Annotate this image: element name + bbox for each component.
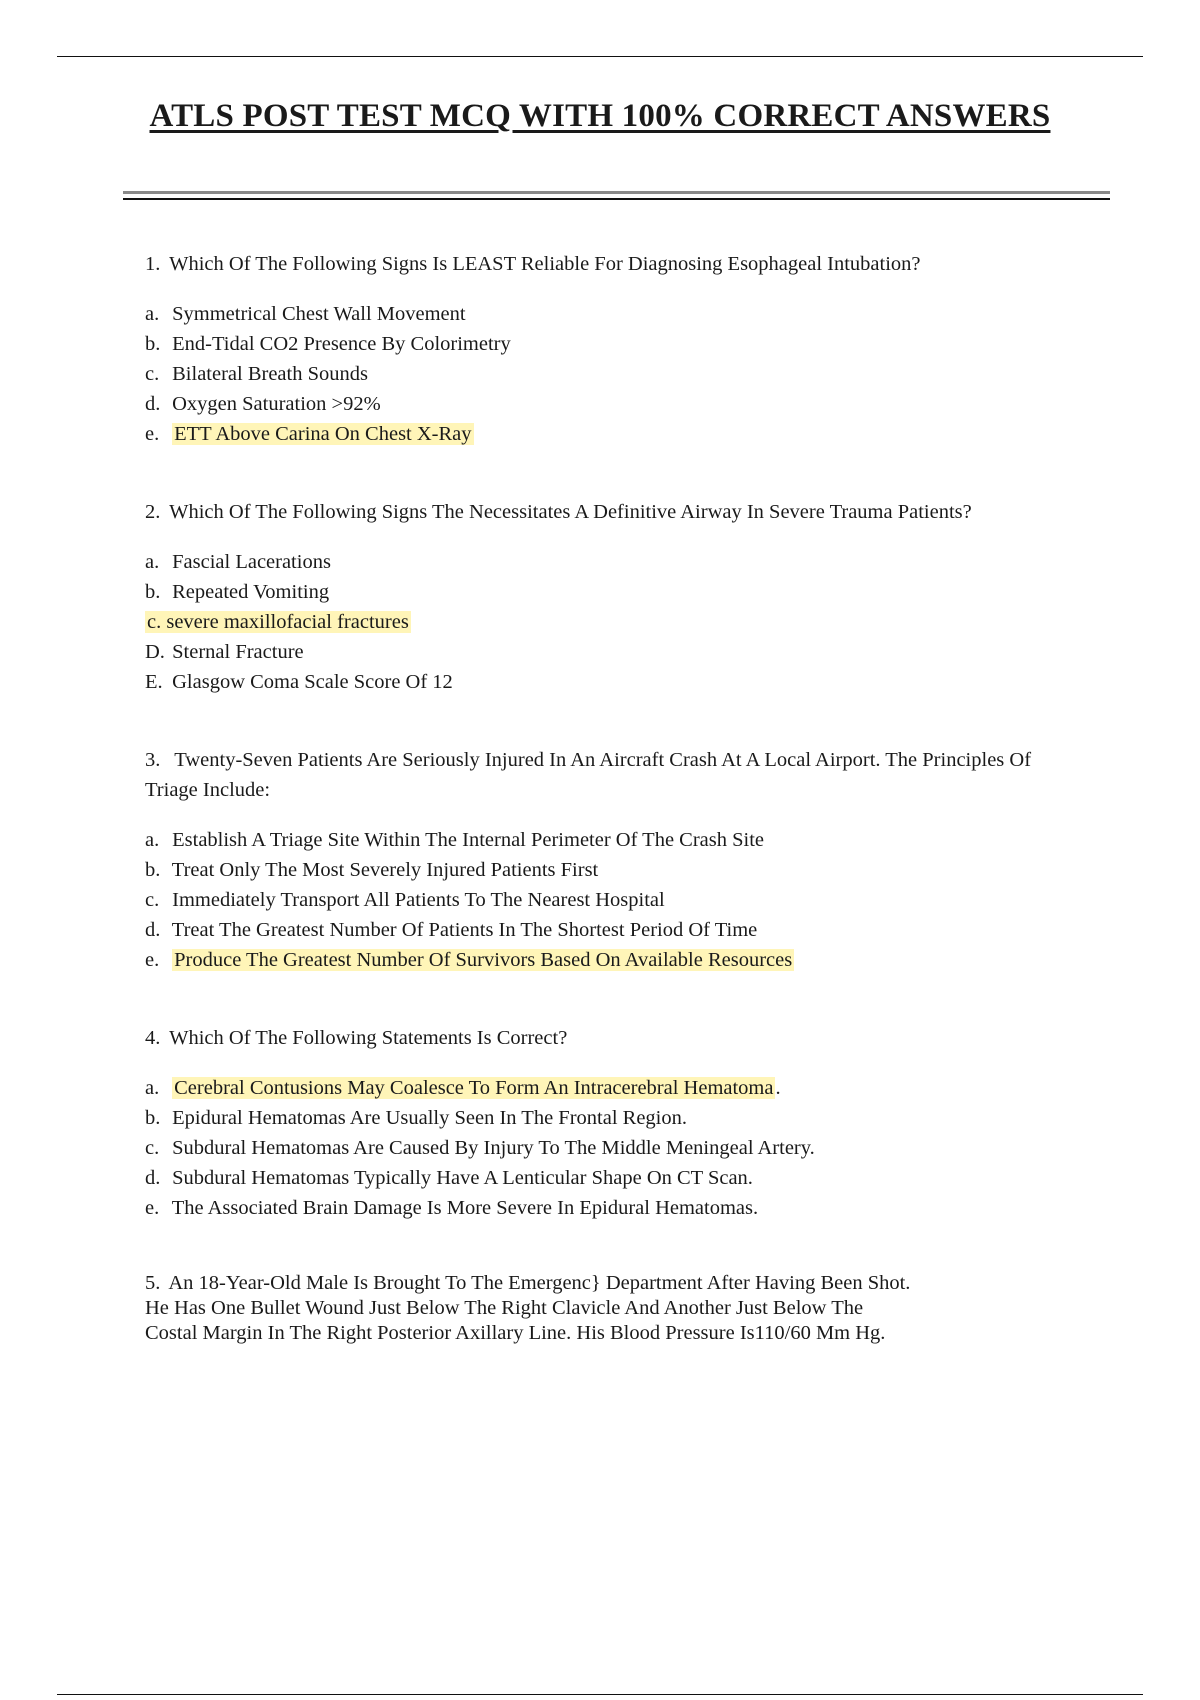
question-2 [145,497,1065,697]
option-text: Treat Only The Most Severely Injured Patients First [171,859,599,881]
title-divider [123,191,1110,200]
question-text: Twenty-Seven Patients Are Seriously Injured In An Aircraft Crash At A Local Airport. The Principles Of Triage Include: [145,749,1032,801]
option-b [145,855,1065,885]
highlighted-answer: ETT Above Carina On Chest X-Ray [174,423,472,445]
option-text: Epidural Hematomas Are Usually Seen In The Frontal Region. [172,1107,687,1129]
bottom-page-rule [57,1694,1143,1695]
option-marker: D. [145,641,165,663]
option-a [145,825,1065,855]
option-text: Oxygen Saturation >92% [172,393,381,415]
question-1-options [145,299,1065,449]
option-marker: d. [145,1167,161,1189]
question-text: Which Of The Following Statements Is Correct? [169,1027,568,1049]
question-4-options [145,1073,1065,1223]
option-marker: e. [145,1197,160,1219]
option-b [145,329,1065,359]
document-body [145,249,1065,1394]
option-text: Sternal Fracture [172,641,304,663]
question-3 [145,745,1065,975]
question-number: 4. [145,1027,161,1049]
option-a [145,547,1065,577]
option-marker: d. [145,393,161,415]
question-text-line-3: Costal Margin In The Right Posterior Axillary Line. His Blood Pressure Is110/60 Mm Hg. [145,1322,886,1344]
option-marker: e. [145,423,160,445]
option-a [145,299,1065,329]
option-text: Symmetrical Chest Wall Movement [172,303,466,325]
option-e [145,667,1065,697]
question-text-line-2: He Has One Bullet Wound Just Below The Right Clavicle And Another Just Below The [145,1297,864,1319]
question-5 [145,1271,1065,1346]
option-marker: b. [145,1107,161,1129]
option-marker: c. [145,363,160,385]
option-e-correct [145,945,1065,975]
option-d [145,1163,1065,1193]
option-marker: b. [145,581,161,603]
question-3-options [145,825,1065,975]
document-title: ATLS POST TEST MCQ WITH 100% CORRECT ANSWERS [149,98,1051,134]
option-text: Immediately Transport All Patients To The Nearest Hospital [172,889,665,911]
option-text: Subdural Hematomas Are Caused By Injury To The Middle Meningeal Artery. [172,1137,815,1159]
option-text: Bilateral Breath Sounds [172,363,368,385]
option-marker: d. [145,919,161,941]
question-number: 1. [145,253,161,275]
question-text: Which Of The Following Signs Is LEAST Reliable For Diagnosing Esophageal Intubation? [169,253,921,275]
option-e-correct [145,419,1065,449]
option-e [145,1193,1065,1223]
question-number: 2. [145,501,161,523]
option-text: The Associated Brain Damage Is More Severe In Epidural Hematomas. [171,1197,759,1219]
question-text: Which Of The Following Signs The Necessitates A Definitive Airway In Severe Trauma Patients? [169,501,972,523]
option-b [145,577,1065,607]
option-text: Repeated Vomiting [172,581,330,603]
option-marker: b. [145,333,161,355]
highlighted-answer: Produce The Greatest Number Of Survivors Based On Available Resources [174,949,793,971]
question-2-stem [145,497,1065,527]
option-d [145,915,1065,945]
option-text: End-Tidal CO2 Presence By Colorimetry [172,333,511,355]
option-d [145,389,1065,419]
question-text-line-1: An 18-Year-Old Male Is Brought To The Emergenc} Department After Having Been Shot. [168,1272,911,1294]
highlighted-answer: Cerebral Contusions May Coalesce To Form An Intracerebral Hematoma [174,1077,774,1099]
option-text: Glasgow Coma Scale Score Of 12 [172,671,453,693]
option-marker: c. [145,1137,160,1159]
question-number: 3. [145,749,161,771]
option-marker: b. [145,859,161,881]
question-4 [145,1023,1065,1223]
question-number: 5. [145,1272,161,1294]
option-c [145,359,1065,389]
option-marker: a. [145,829,160,851]
option-marker: c. [145,889,160,911]
option-c [145,1133,1065,1163]
question-1 [145,249,1065,449]
option-text: Treat The Greatest Number Of Patients In The Shortest Period Of Time [171,919,758,941]
option-text: Fascial Lacerations [172,551,331,573]
option-d [145,637,1065,667]
highlighted-answer [145,611,411,633]
option-c-correct [145,607,1065,637]
option-marker: a. [145,1077,160,1099]
option-marker: a. [145,303,160,325]
option-marker: a. [145,551,160,573]
question-2-options [145,547,1065,697]
question-4-stem [145,1023,1065,1053]
option-marker: e. [145,949,160,971]
option-marker: c. [147,611,162,633]
question-3-stem [145,745,1065,805]
option-suffix: . [775,1077,781,1099]
option-b [145,1103,1065,1133]
option-a-correct [145,1073,1065,1103]
option-c [145,885,1065,915]
question-1-stem [145,249,1065,279]
option-text: Establish A Triage Site Within The Internal Perimeter Of The Crash Site [172,829,765,851]
option-text: severe maxillofacial fractures [166,611,409,633]
top-page-rule [57,56,1143,57]
question-5-stem [145,1271,1065,1346]
option-marker: E. [145,671,163,693]
option-text: Subdural Hematomas Typically Have A Lenticular Shape On CT Scan. [172,1167,753,1189]
